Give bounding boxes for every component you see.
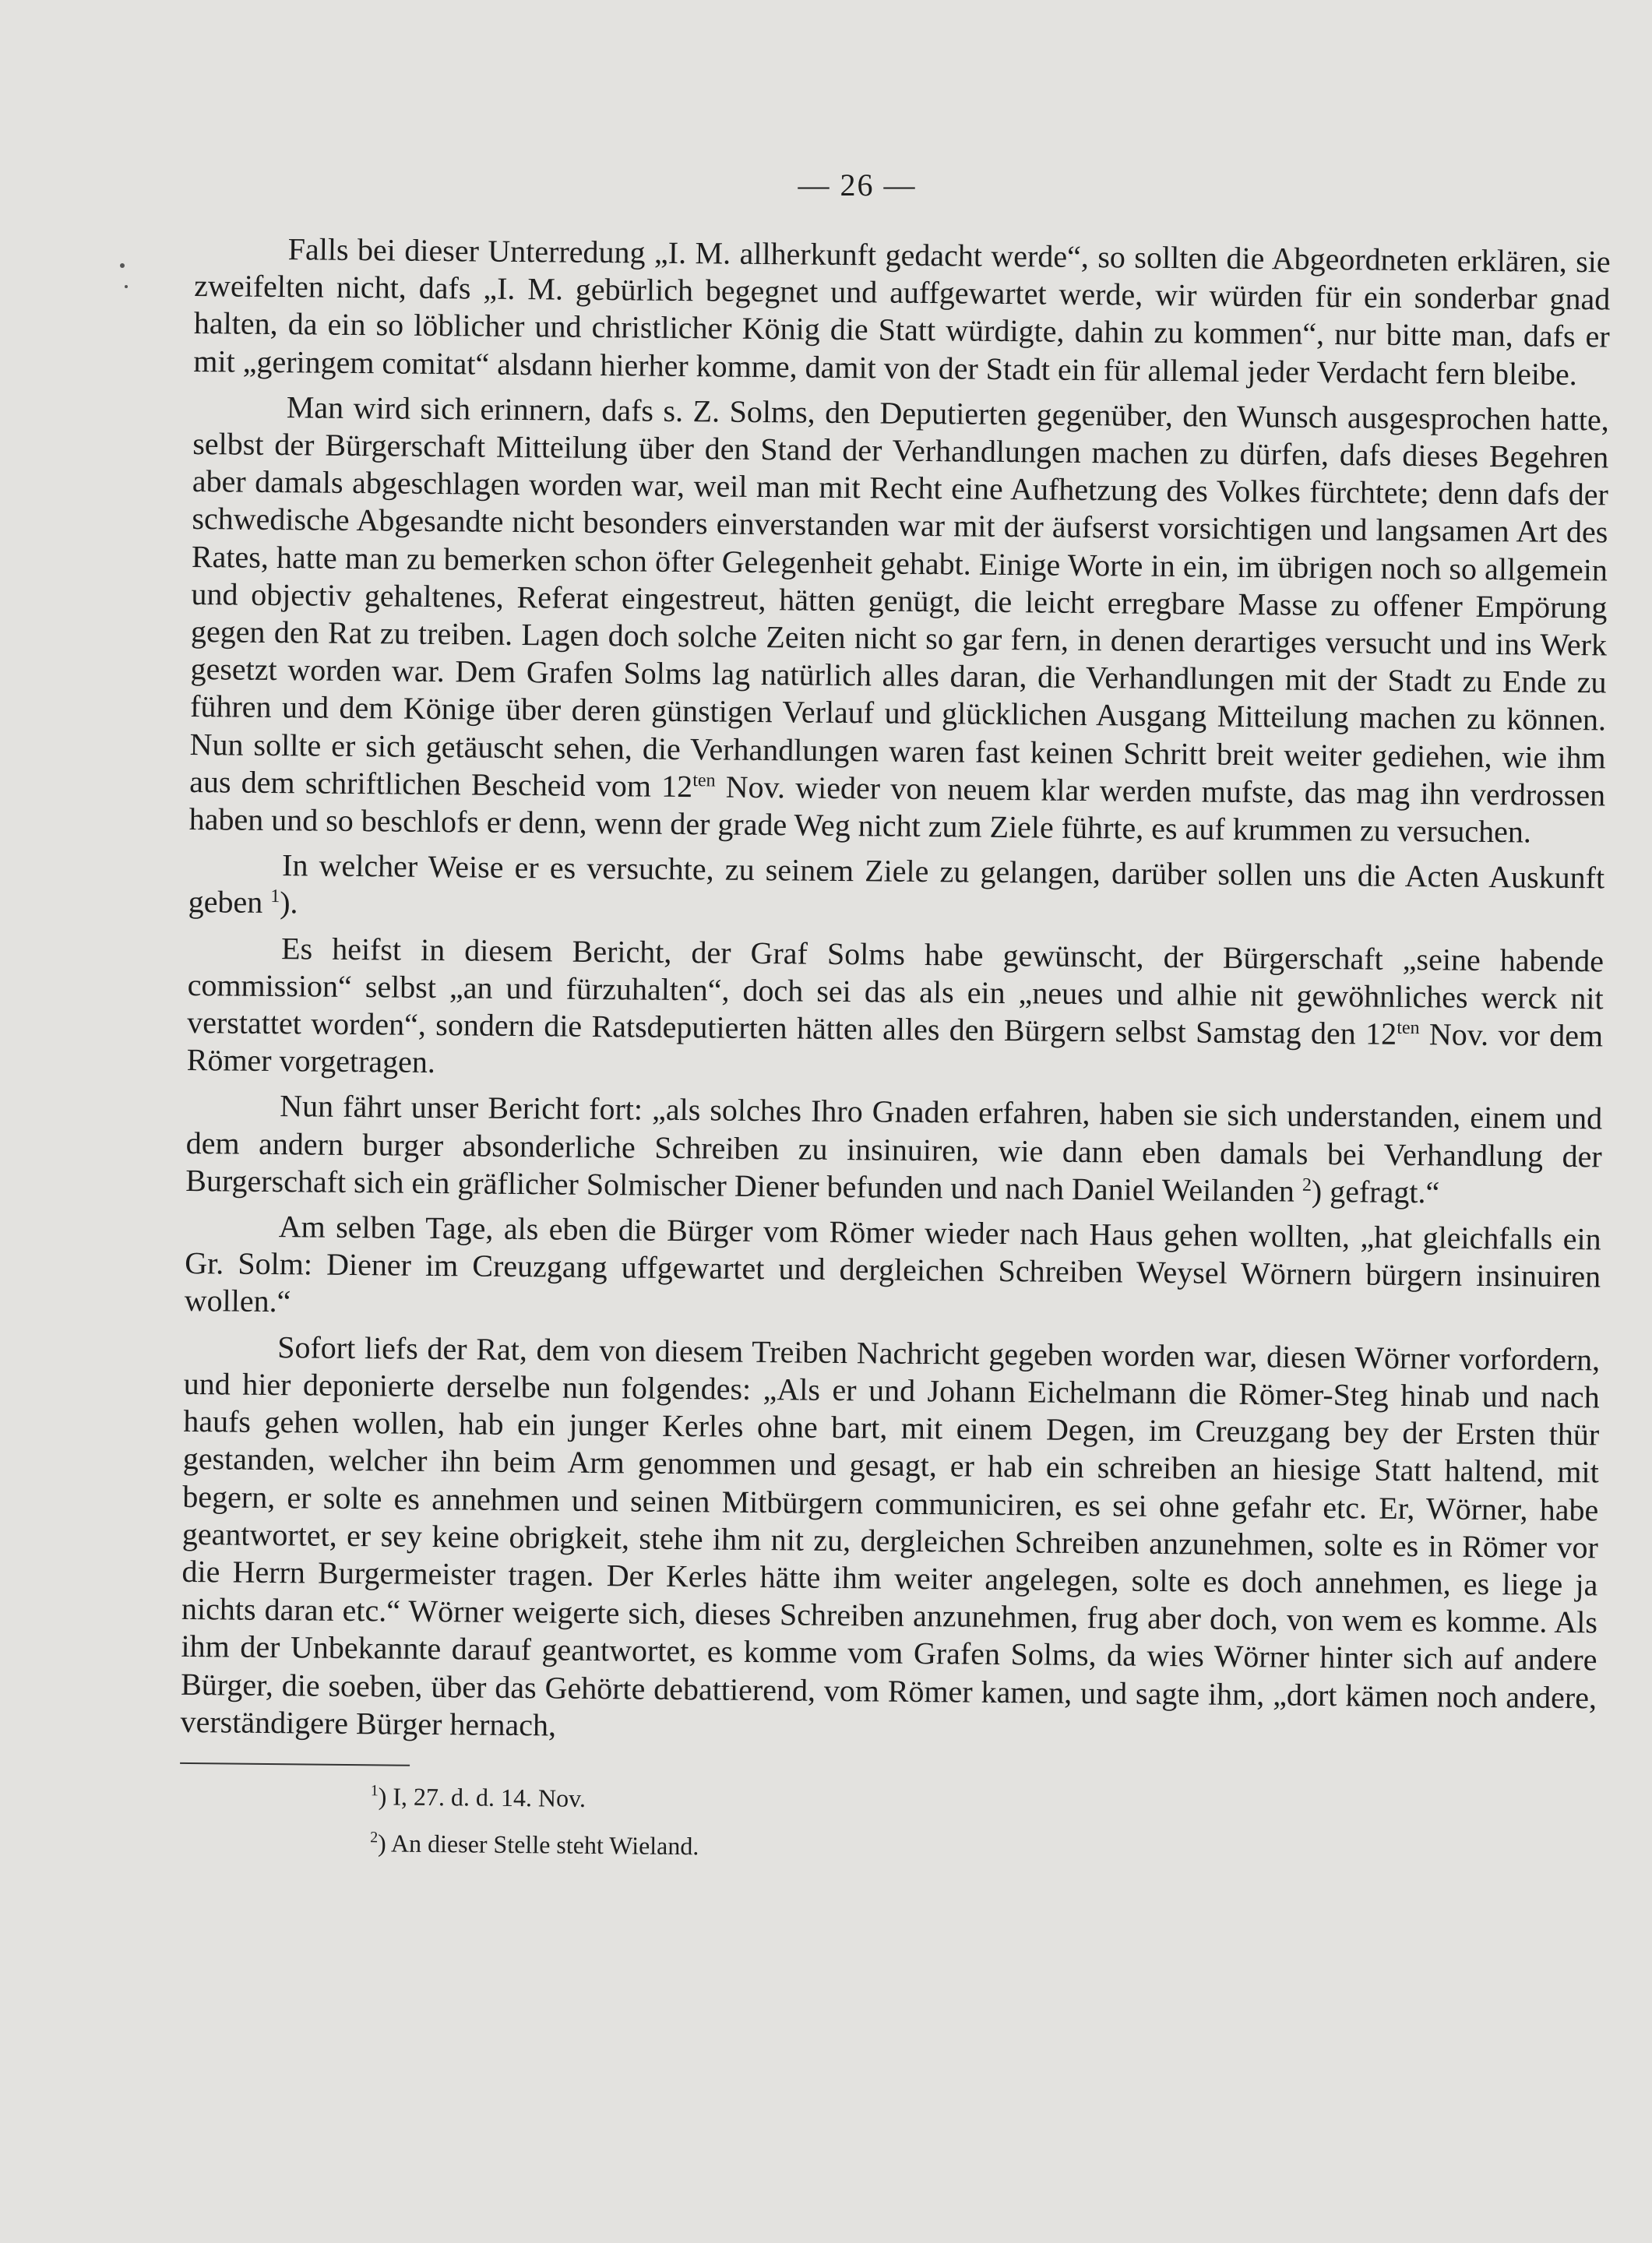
- paragraph: In welcher Weise er es versuchte, zu seinem Ziele zu gelangen, darüber sollen uns die Acten Auskunft geben $^1$).: [188, 847, 1605, 921]
- paragraph: Nun fährt unser Bericht fort: „als solches Ihro Gnaden erfahren, haben sie sich understanden, einem und dem andern burger absonderliche Schreiben zu insinuiren, wie dann eben damals bei Verhandlung der Burgerschaft sich ein gräflicher Solmischer Diener befunden und nach Daniel Weilanden $^2$) gefragt.“: [185, 1088, 1603, 1210]
- paragraph: Es heifst in diesem Bericht, der Graf Solms habe gewünscht, der Bürgerschaft „seine habende commission“ selbst „an und fürzuhalten“, doch sei das als ein „neues und alhie nit gewöhnliches werck nit verstattet worden“, sondern die Ratsdeputierten hätten alles den Bürgern selbst Samstag den $12^{ten}$ Nov. vor dem Römer vorgetragen.: [186, 930, 1604, 1080]
- footnote-ref: 2: [1302, 1174, 1312, 1195]
- paragraph: Sofort liefs der Rat, dem von diesem Treiben Nachricht gegeben worden war, diesen Wörner vorfordern, und hier deponierte derselbe nun folgendes: „Als er und Johann Eichelmann die Römer-Steg hinab und nach haufs gehen wollen, hab ein junger Kerles ohne bart, mit einem Degen, im Creuzgang bey der Ersten thür gestanden, welcher ihn beim Arm genommen und gesagt, er hab ein schreiben an hiesige Statt haltend, mit begern, er solte es annehmen und seinen Mitbürgern communiciren, es sei ohne gefahr etc. Er, Wörner, habe geantwortet, er sey keine obrigkeit, stehe ihm nit zu, dergleichen Schreiben anzunehmen, solte es in Römer vor die Herrn Burgermeister tragen. Der Kerles hätte ihm weiter angelegen, solte es doch annehmen, es liege ja nichts daran etc.“ Wörner weigerte sich, dieses Schreiben anzunehmen, frug aber doch, von wem es komme. Als ihm der Unbekannte darauf geantwortet, es komme vom Grafen Solms, da wies Wörner hinter sich auf andere Bürger, die soeben, über das Gehörte debattierend, vom Römer kamen, und sagte ihm, „dort kämen noch andere, verständigere Bürger hernach,: [180, 1329, 1601, 1743]
- footnote: $^2$) An dieser Stelle steht Wieland.: [370, 1829, 699, 1861]
- body-text: [179, 230, 1611, 1882]
- paragraph: Man wird sich erinnern, dafs s. Z. Solms, den Deputierten gegenüber, den Wunsch ausgesprochen hatte, selbst der Bürgerschaft Mitteilung über den Stand der Verhandlungen machen zu dürfen, dafs dieses Begehren aber damals abgeschlagen worden war, weil man mit Recht eine Aufhetzung des Volkes fürchtete; denn dafs der schwedische Abgesandte nicht besonders einverstanden war mit der äufserst vorsichtigen und langsamen Art des Rates, hatte man zu bemerken schon öfter Gelegenheit gehabt. Einige Worte in ein, im übrigen noch so allgemein und objectiv gehaltenes, Referat eingestreut, hätten genügt, die leicht erregbare Masse zu offener Empörung gegen den Rat zu treiben. Lagen doch solche Zeiten nicht so gar fern, in denen derartiges versucht und ins Werk gesetzt worden war. Dem Grafen Solms lag natürlich alles daran, die Verhandlungen mit der Stadt zu Ende zu führen und dem Könige über deren günstigen Verlauf und glücklichen Ausgang Mitteilung machen zu können. Nun sollte er sich getäuscht sehen, die Verhandlungen waren fast keinen Schritt breit weiter gediehen, wie ihm aus dem schriftlichen Bescheid vom $12^{ten}$ Nov. wieder von neuem klar werden mufste, das mag ihn verdrossen haben und so beschlofs er denn, wenn der grade Weg nicht zum Ziele führte, es auf krummen zu versuchen.: [188, 389, 1609, 850]
- footnote-divider: [180, 1762, 410, 1766]
- paragraph: Am selben Tage, als eben die Bürger vom Römer wieder nach Haus gehen wollten, „hat gleichfalls ein Gr. Solm: Diener im Creuzgang uffgewartet und dergleichen Schreiben Weysel Wörnern bürgern insinuiren wollen.“: [184, 1209, 1601, 1319]
- footnote: $^1$) I, 27. d. d. 14. Nov.: [370, 1782, 586, 1812]
- print-speck: [120, 263, 125, 268]
- page-number: — 26 —: [798, 167, 917, 202]
- print-speck: [125, 285, 128, 288]
- footnote-ref: 1: [270, 886, 280, 907]
- paragraph: Falls bei dieser Unterredung „I. M. allherkunft gedacht werde“, so sollten die Abgeordneten erklären, sie zweifelten nicht, dafs „I. M. gebürlich begegnet und auffgewartet werde, wir würden für ein sonderbar gnad halten, da ein so löblicher und christlicher König die Statt würdigte, dahin zu kommen“, nur bitte man, dafs er mit „geringem comitat“ alsdann hierher komme, damit von der Stadt ein für allemal jeder Verdacht fern bleibe.: [193, 231, 1611, 392]
